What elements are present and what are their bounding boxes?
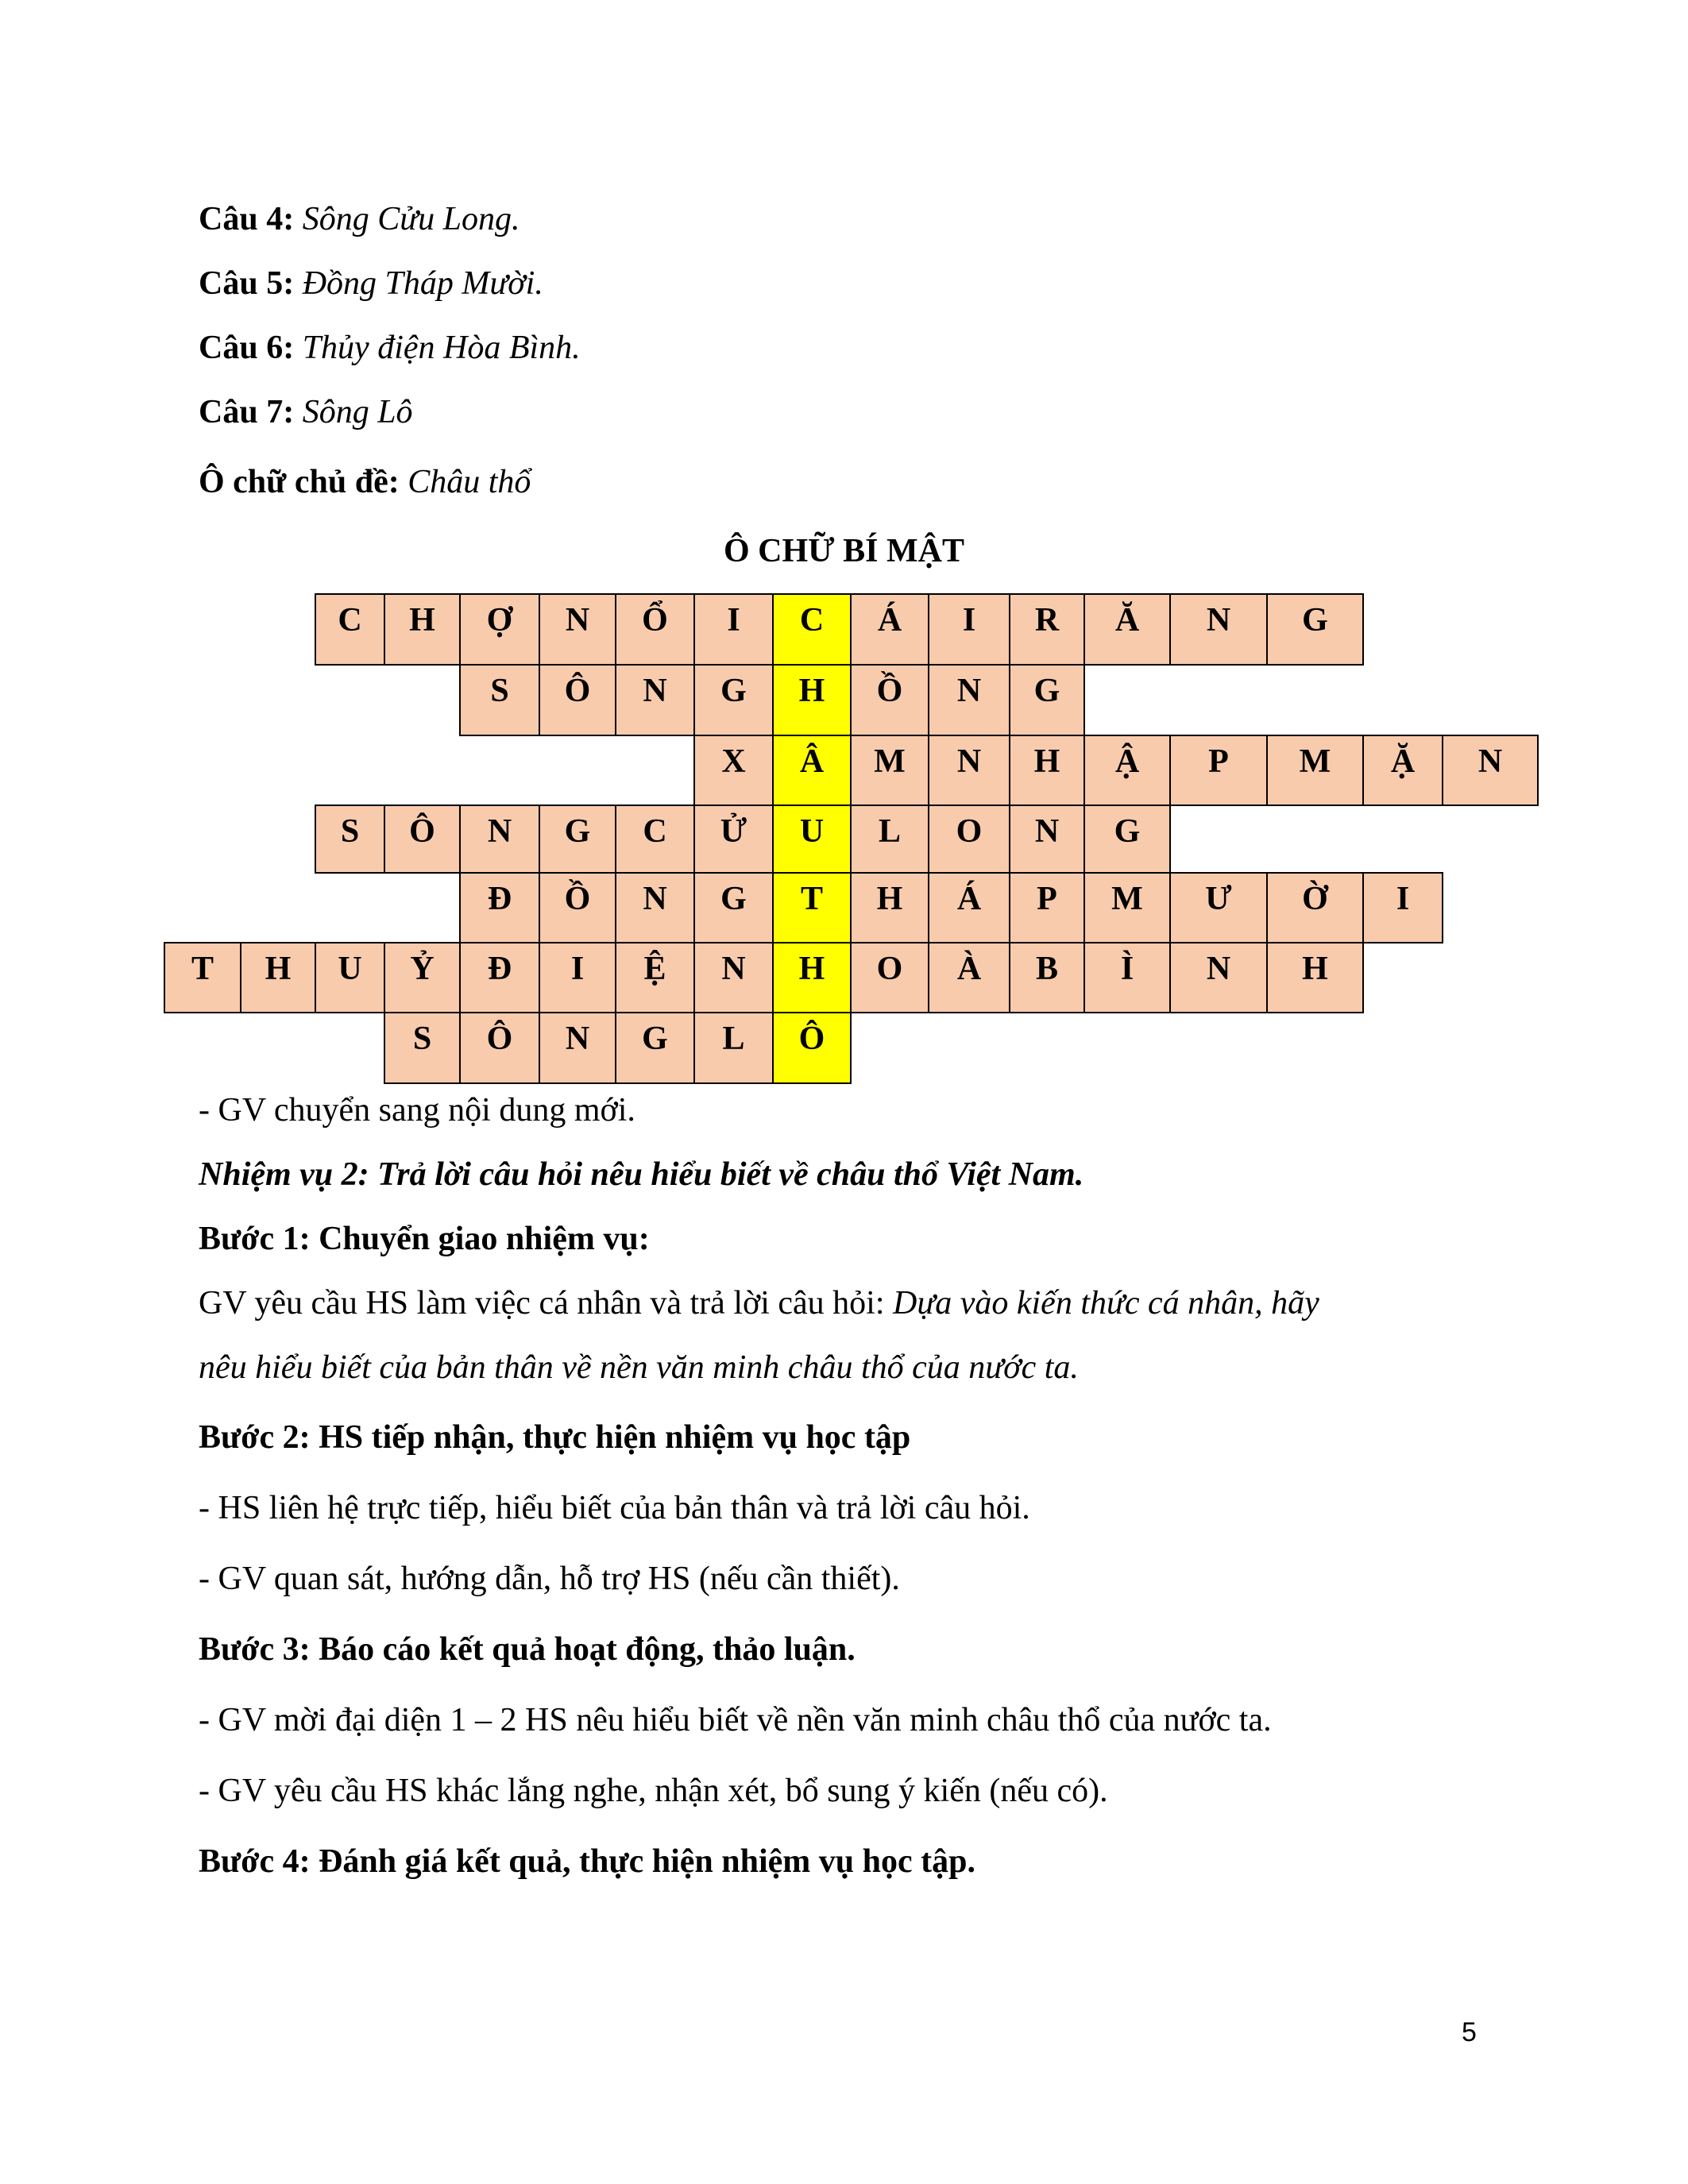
crossword-cell: I [539,942,616,1013]
answer-label: Câu 7: [199,394,295,430]
crossword-cell: H [384,593,461,666]
crossword-cell: H [772,664,852,736]
step-2-heading: Bước 2: HS tiếp nhận, thực hiện nhiệm vụ học tập [199,1419,911,1456]
answer-text: Đồng Tháp Mười. [294,265,543,302]
crossword-cell: X [693,735,774,806]
crossword-cell: Ă [1083,593,1171,666]
step-3-heading: Bước 3: Báo cáo kết quả hoạt động, thảo luận. [199,1631,856,1668]
crossword-cell: N [459,805,540,874]
crossword-cell: N [928,735,1010,806]
crossword-cell: Ờ [1266,872,1364,943]
step-4-heading: Bước 4: Đánh giá kết quả, thực hiện nhiệm vụ học tập. [199,1843,975,1880]
theme-label: Ô chữ chủ đề: [199,464,400,500]
answer-text: Sông Lô [294,394,413,430]
theme-answer [199,463,531,501]
crossword-cell: Ô [539,664,616,736]
crossword-cell: R [1009,593,1085,666]
crossword-cell: G [1009,664,1085,736]
crossword-cell: Ỷ [384,942,461,1013]
answer-5 [199,264,543,303]
crossword-cell: P [1009,872,1085,943]
crossword-cell: Â [772,735,852,806]
crossword-cell: N [1169,593,1268,666]
crossword-cell: G [693,872,774,943]
crossword-cell: H [240,942,316,1013]
crossword-cell: T [164,942,241,1013]
crossword-cell: Ồ [850,664,929,736]
crossword-cell: M [1083,872,1171,943]
step-1-text-plain: GV yêu cầu HS làm việc cá nhân và trả lời câu hỏi: [199,1285,893,1322]
answer-7 [199,393,413,431]
crossword-cell: L [850,805,929,874]
crossword-cell: Ậ [1083,735,1171,806]
theme-text: Châu thổ [399,464,531,500]
crossword-cell: N [1442,735,1539,806]
crossword-cell: S [459,664,540,736]
crossword-cell: N [693,942,774,1013]
answer-label: Câu 4: [199,201,295,237]
crossword-cell: M [850,735,929,806]
crossword-cell: N [928,664,1010,736]
answer-6 [199,329,581,367]
crossword-cell: Ặ [1362,735,1443,806]
crossword-cell: C [315,593,385,666]
crossword-cell: Ư [1169,872,1268,943]
crossword-cell: G [615,1012,695,1084]
crossword-cell: Ô [772,1012,852,1084]
crossword-cell: Ợ [459,593,540,666]
crossword-cell: Đ [459,942,540,1013]
step-2-item: - HS liên hệ trực tiếp, hiểu biết của bản thân và trả lời câu hỏi. [199,1490,1030,1526]
crossword-cell: Ô [384,805,461,874]
crossword-cell: U [772,805,852,874]
task-2-heading: Nhiệm vụ 2: Trả lời câu hỏi nêu hiểu biết về châu thổ Việt Nam. [199,1156,1084,1193]
crossword-cell: Á [928,872,1010,943]
answer-text: Sông Cửu Long. [294,201,520,237]
step-3-item: - GV mời đại diện 1 – 2 HS nêu hiểu biết về nền văn minh châu thổ của nước ta. [199,1702,1272,1738]
crossword-cell: H [850,872,929,943]
crossword-cell: I [1362,872,1443,943]
answer-text: Thủy điện Hòa Bình. [294,330,581,366]
crossword-cell: N [615,872,695,943]
crossword-cell: C [615,805,695,874]
crossword-cell: I [693,593,774,666]
crossword-cell: T [772,872,852,943]
crossword-cell: G [1266,593,1364,666]
transition-text: - GV chuyển sang nội dung mới. [199,1092,635,1129]
step-1-heading: Bước 1: Chuyển giao nhiệm vụ: [199,1221,650,1257]
crossword-cell: O [928,805,1010,874]
crossword-cell: G [1083,805,1171,874]
crossword-cell: N [1009,805,1085,874]
crossword-cell: P [1169,735,1268,806]
crossword-cell: N [539,1012,616,1084]
crossword-cell: S [315,805,385,874]
step-1-question-cont: nêu hiểu biết của bản thân về nền văn minh châu thổ của nước ta. [199,1349,1079,1386]
crossword-cell: Ì [1083,942,1171,1013]
crossword-cell: B [1009,942,1085,1013]
crossword-title: Ô CHỮ BÍ MẬT [724,533,964,569]
crossword-cell: I [928,593,1010,666]
crossword-cell: Ệ [615,942,695,1013]
crossword-cell: M [1266,735,1364,806]
crossword-cell: U [315,942,385,1013]
crossword-cell: C [772,593,852,666]
crossword-cell: S [384,1012,461,1084]
crossword-cell: Ổ [615,593,695,666]
crossword-cell: H [772,942,852,1013]
crossword-cell: O [850,942,929,1013]
crossword-cell: Á [850,593,929,666]
answer-label: Câu 6: [199,330,295,366]
crossword-cell: Ồ [539,872,616,943]
step-1-question: Dựa vào kiến thức cá nhân, hãy [892,1285,1319,1322]
crossword-cell: G [693,664,774,736]
crossword-cell: N [1169,942,1268,1013]
crossword-cell: Đ [459,872,540,943]
crossword-cell: G [539,805,616,874]
crossword-cell: N [615,664,695,736]
step-3-item: - GV yêu cầu HS khác lắng nghe, nhận xét, bổ sung ý kiến (nếu có). [199,1773,1108,1809]
crossword-cell: H [1266,942,1364,1013]
step-2-item: - GV quan sát, hướng dẫn, hỗ trợ HS (nếu cần thiết). [199,1561,900,1597]
answer-4 [199,200,520,238]
crossword-cell: L [693,1012,774,1084]
crossword-cell: À [928,942,1010,1013]
crossword-cell: H [1009,735,1085,806]
answer-label: Câu 5: [199,265,295,302]
crossword-cell: Ô [459,1012,540,1084]
crossword-cell: Ử [693,805,774,874]
step-1-text [199,1284,1319,1322]
crossword-cell: N [539,593,616,666]
page-number: 5 [1462,2017,1477,2047]
